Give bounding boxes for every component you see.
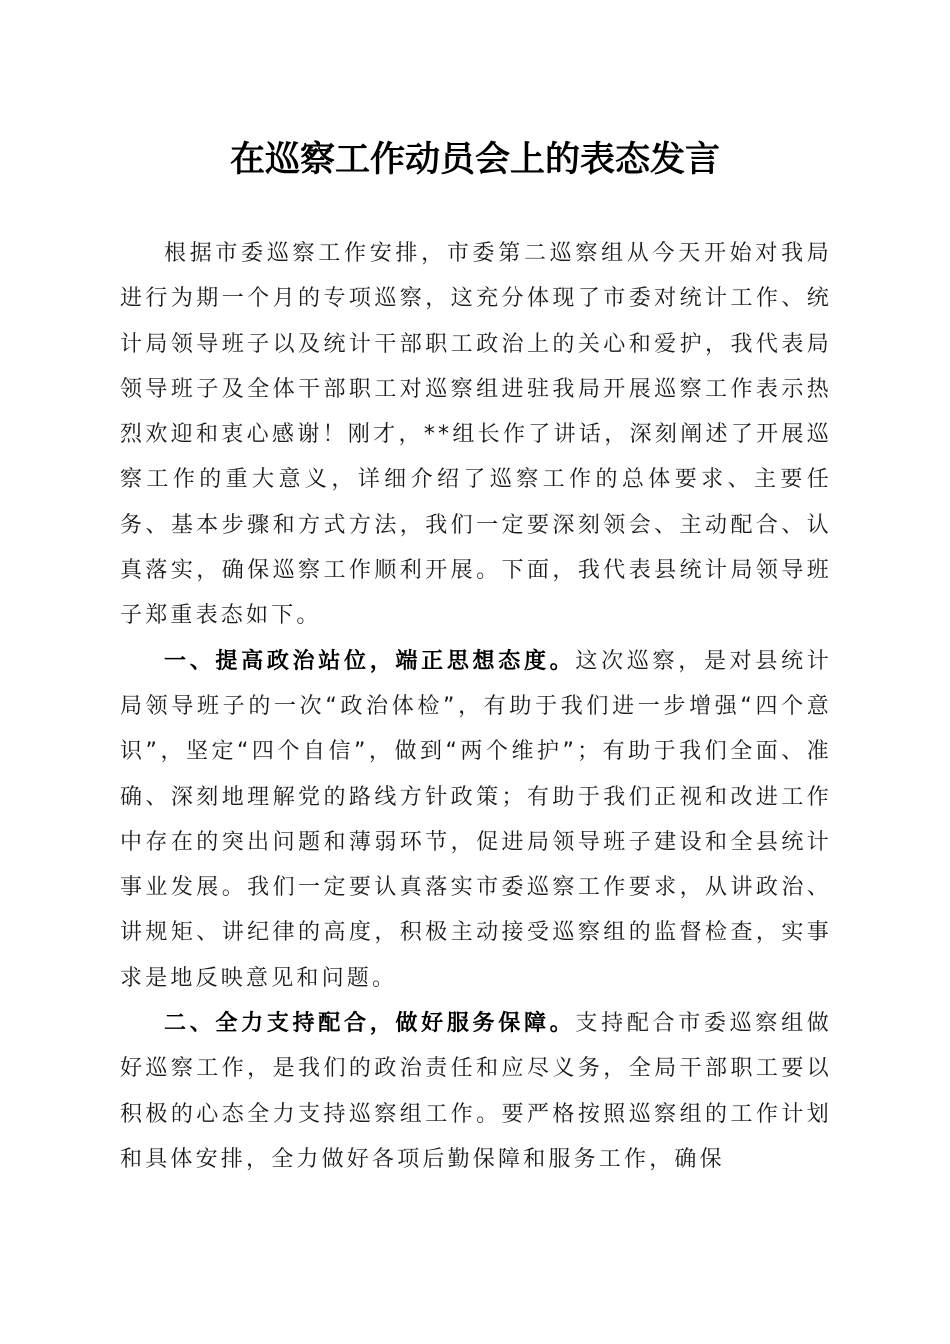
section-one-heading: 一、提高政治站位，端正思想态度。 [164,648,576,674]
document-title: 在巡察工作动员会上的表态发言 [229,139,720,180]
paragraph-intro-text: 根据市委巡察工作安排，市委第二巡察组从今天开始对我局进行为期一个月的专项巡察，这充分体现了市委对统计工作、统计局领导班子以及统计干部职工政治上的关心和爱护，我代表局领导班子及全体干部职工对巡察组进驻我局开展巡察工作表示热烈欢迎和衷心感谢！刚才，**组长作了讲话，深刻阐述了开展巡察工作的重大意义，详细介绍了巡察工作的总体要求、主要任务、基本步骤和方式方法，我们一定要深刻领会、主动配合、认真落实，确保巡察工作顺利开展。下面，我代表县统计局领导班子郑重表态如下。 [120,241,832,629]
section-one-text: 这次巡察，是对县统计局领导班子的一次“政治体检”，有助于我们进一步增强“四个意识”，坚定“四个自信”，做到“两个维护”；有助于我们全面、准确、深刻地理解党的路线方针政策；有助于我们正视和改进工作中存在的突出问题和薄弱环节，促进局领导班子建设和全县统计事业发展。我们一定要认真落实市委巡察工作要求，从讲政治、讲规矩、讲纪律的高度，积极主动接受巡察组的监督检查，实事求是地反映意见和问题。 [120,648,832,991]
section-two-heading: 二、全力支持配合，做好服务保障。 [164,1011,576,1037]
paragraph-intro [120,231,832,639]
paragraph-section-one [120,639,832,1001]
section-two-text: 支持配合市委巡察组做好巡察工作，是我们的政治责任和应尽义务，全局干部职工要以积极的心态全力支持巡察组工作。要严格按照巡察组的工作计划和具体安排，全力做好各项后勤保障和服务工作，确保 [120,1011,832,1172]
paragraph-section-two [120,1001,832,1182]
document-body [120,231,832,1182]
